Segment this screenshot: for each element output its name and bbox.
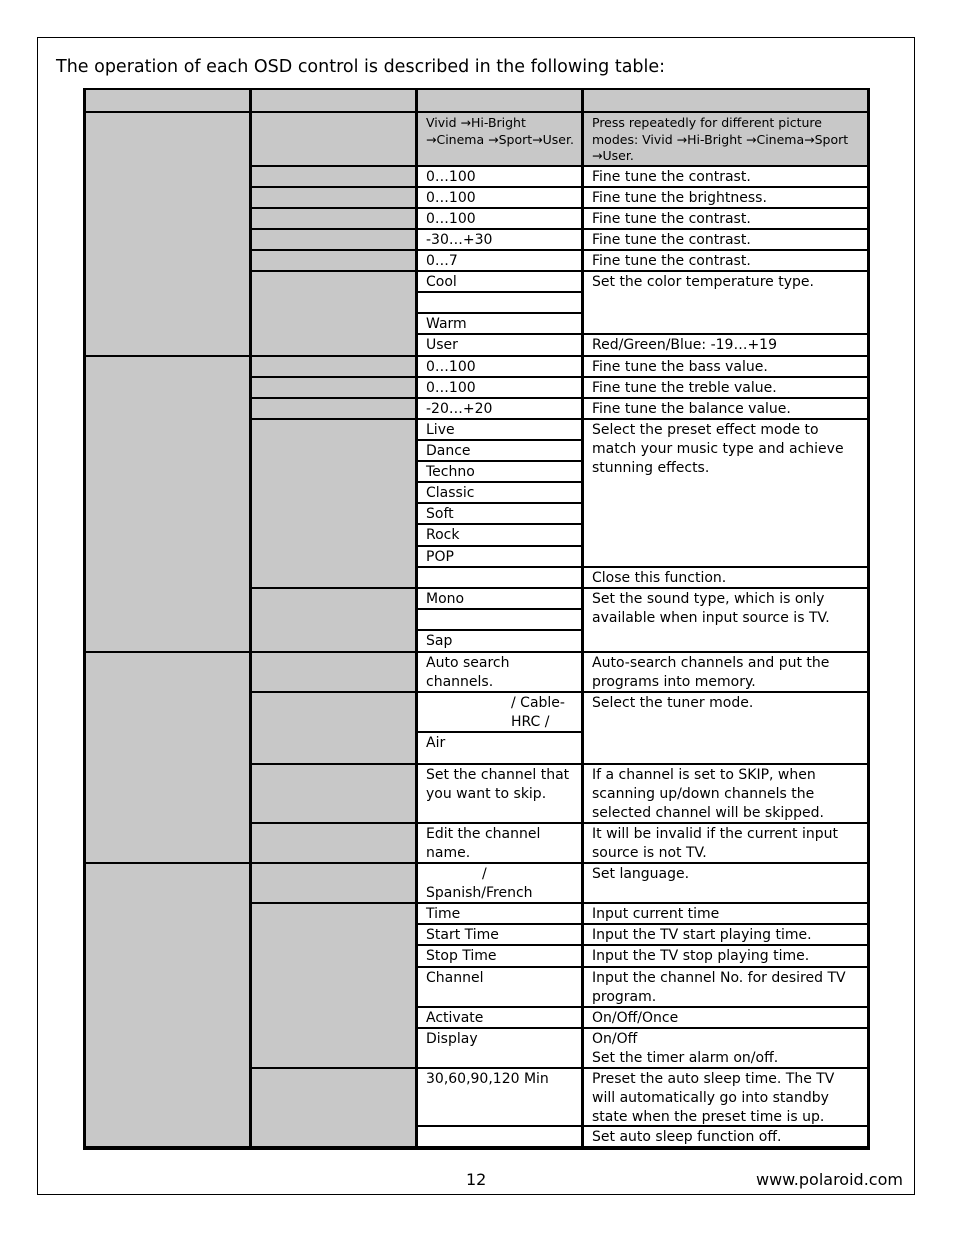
menu-sound-cell	[86, 357, 249, 651]
description-brightness: Fine tune the brightness.	[584, 188, 867, 207]
description-contrast: Fine tune the contrast.	[584, 167, 867, 186]
option-start-time: Start Time	[418, 925, 581, 944]
item-auto-search-cell	[252, 653, 415, 691]
option-blank	[418, 610, 581, 629]
menu-setup-cell	[86, 864, 249, 1146]
option-sleep: 30,60,90,120 Min	[418, 1069, 581, 1125]
option-blank	[418, 293, 581, 312]
item-tuner-cell	[252, 693, 415, 763]
option-time: Time	[418, 904, 581, 923]
description-row-5: Fine tune the contrast.	[584, 251, 867, 270]
description-language: Set language.	[584, 864, 867, 902]
intro-text: The operation of each OSD control is described in the following table:	[56, 57, 666, 77]
description-stop-time: Input the TV stop playing time.	[584, 946, 867, 966]
option-live: Live	[418, 420, 581, 439]
option-auto-search: Auto search channels.	[418, 653, 581, 691]
option-cable	[418, 693, 581, 731]
option-display: Display	[418, 1029, 581, 1067]
description-sleep-off: Set auto sleep function off.	[584, 1127, 867, 1146]
description-display	[584, 1029, 867, 1067]
description-auto-search: Auto-search channels and put the programs into memory.	[584, 653, 867, 691]
item-picture-mode-cell	[252, 113, 415, 165]
description-user: Red/Green/Blue: -19…+19	[584, 335, 867, 355]
item-treble-cell	[252, 378, 415, 397]
option-language	[418, 864, 581, 902]
option-balance: -20…+20	[418, 399, 581, 418]
option-dance: Dance	[418, 441, 581, 460]
description-row-4: Fine tune the contrast.	[584, 230, 867, 249]
option-mono: Mono	[418, 589, 581, 608]
item-cell	[252, 188, 415, 207]
description-display-line-1: On/Off	[592, 1031, 638, 1047]
description-treble: Fine tune the treble value.	[584, 378, 867, 397]
option-language-bottom: Spanish/French	[426, 885, 533, 901]
item-cell	[252, 167, 415, 186]
item-sound-type-cell	[252, 589, 415, 651]
description-effect: Select the preset effect mode to match your music type and achieve stunning effects.	[584, 420, 867, 566]
option-cool: Cool	[418, 272, 581, 291]
menu-picture-cell	[86, 113, 249, 355]
description-bass: Fine tune the bass value.	[584, 357, 867, 376]
description-channel-name: It will be invalid if the current input source is not TV.	[584, 824, 867, 862]
description-sleep: Preset the auto sleep time. The TV will automatically go into standby state when the preset time is up.	[584, 1069, 867, 1125]
header-description-cell	[584, 90, 867, 111]
option-channel: Channel	[418, 968, 581, 1006]
option-language-top: /	[482, 866, 487, 882]
page-number: 12	[466, 1170, 487, 1189]
header-option-cell	[418, 90, 581, 111]
option-row-4: -30…+30	[418, 230, 581, 249]
item-language-cell	[252, 864, 415, 902]
item-cell	[252, 251, 415, 270]
option-cable-text: / Cable-HRC /	[511, 695, 565, 730]
description-start-time: Input the TV start playing time.	[584, 925, 867, 944]
option-classic: Classic	[418, 483, 581, 502]
option-sap: Sap	[418, 631, 581, 651]
item-color-temp-cell	[252, 272, 415, 355]
description-row-3: Fine tune the contrast.	[584, 209, 867, 228]
option-pop: POP	[418, 547, 581, 566]
description-tuner: Select the tuner mode.	[584, 693, 867, 763]
option-row-5: 0…7	[418, 251, 581, 270]
osd-control-table	[83, 88, 870, 1150]
option-picture-mode: Vivid →Hi-Bright →Cinema →Sport→User.	[418, 113, 581, 165]
header-menu-cell	[86, 90, 249, 111]
description-color-temp: Set the color temperature type.	[584, 272, 867, 333]
description-display-line-2: Set the timer alarm on/off.	[592, 1050, 779, 1066]
description-sound-type: Set the sound type, which is only available when input source is TV.	[584, 589, 867, 651]
description-effect-off: Close this function.	[584, 568, 867, 587]
item-timer-cell	[252, 904, 415, 1067]
description-time: Input current time	[584, 904, 867, 923]
option-air: Air	[418, 733, 581, 763]
option-techno: Techno	[418, 462, 581, 481]
option-channel-name: Edit the channel name.	[418, 824, 581, 862]
option-stop-time: Stop Time	[418, 946, 581, 966]
item-bass-cell	[252, 357, 415, 376]
header-item-cell	[252, 90, 415, 111]
option-row-3: 0…100	[418, 209, 581, 228]
option-bass: 0…100	[418, 357, 581, 376]
item-sleep-cell	[252, 1069, 415, 1146]
description-activate: On/Off/Once	[584, 1008, 867, 1027]
option-treble: 0…100	[418, 378, 581, 397]
item-cell	[252, 209, 415, 228]
description-picture-mode: Press repeatedly for different picture modes: Vivid →Hi-Bright →Cinema→Sport →User.	[584, 113, 867, 165]
item-channel-name-cell	[252, 824, 415, 862]
option-sleep-off	[418, 1127, 581, 1146]
option-brightness: 0…100	[418, 188, 581, 207]
website-link[interactable]: www.polaroid.com	[756, 1170, 903, 1189]
item-balance-cell	[252, 399, 415, 418]
option-skip: Set the channel that you want to skip.	[418, 765, 581, 822]
item-cell	[252, 230, 415, 249]
option-activate: Activate	[418, 1008, 581, 1027]
option-user: User	[418, 335, 581, 355]
option-rock: Rock	[418, 525, 581, 545]
option-effect-off	[418, 568, 581, 587]
item-effect-cell	[252, 420, 415, 587]
menu-channel-cell	[86, 653, 249, 862]
option-warm: Warm	[418, 314, 581, 333]
description-balance: Fine tune the balance value.	[584, 399, 867, 418]
description-channel: Input the channel No. for desired TV program.	[584, 968, 867, 1006]
description-skip: If a channel is set to SKIP, when scanning up/down channels the selected channel will be skipped.	[584, 765, 867, 822]
item-skip-cell	[252, 765, 415, 822]
option-contrast: 0…100	[418, 167, 581, 186]
option-soft: Soft	[418, 504, 581, 523]
